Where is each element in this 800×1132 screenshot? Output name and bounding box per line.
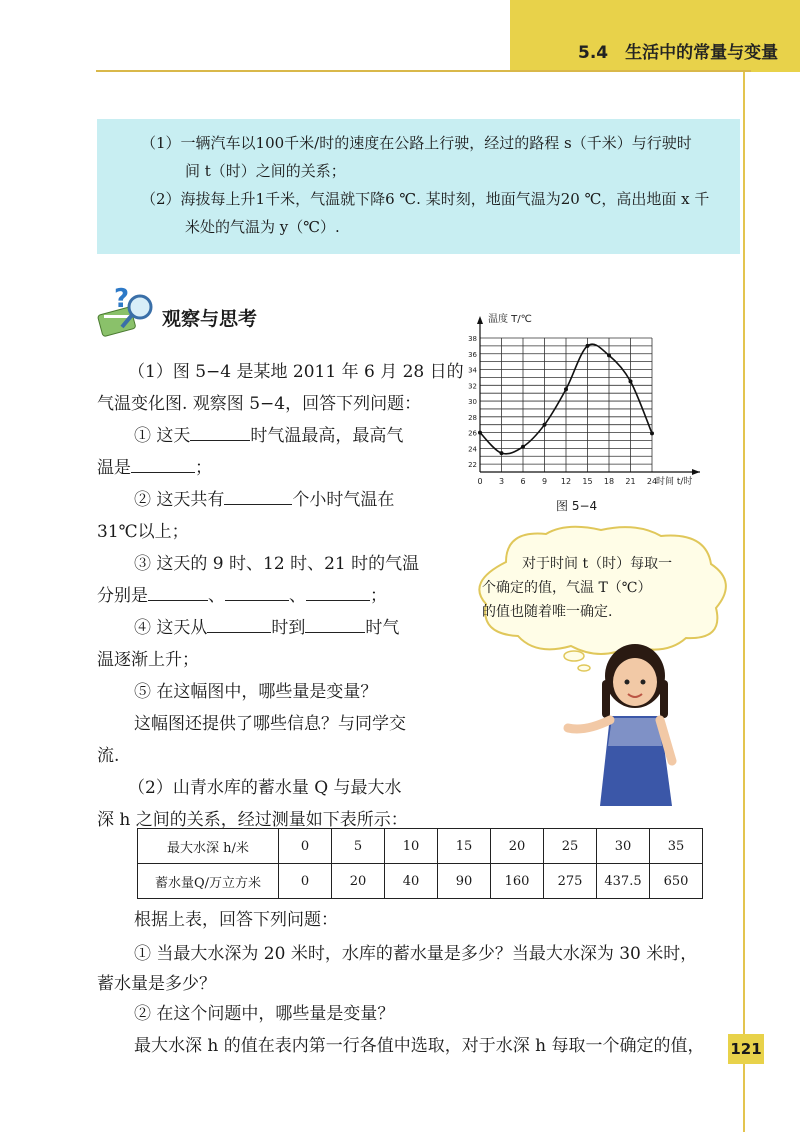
question-4-cont: 温逐渐上升； [97, 650, 199, 670]
question-1-cont [97, 456, 212, 480]
question-1-post: 时气温最高，最高气 [250, 426, 404, 446]
water-table [137, 828, 703, 899]
table-cell: 160 [491, 864, 544, 899]
blank[interactable] [306, 584, 370, 601]
y-tick-label: 36 [468, 350, 477, 359]
para-1b: 气温变化图. 观察图 5−4，回答下列问题： [97, 394, 422, 414]
table-cell: 5 [332, 829, 385, 864]
table-cell: 90 [438, 864, 491, 899]
blank[interactable] [224, 488, 292, 505]
temperature-chart [462, 306, 722, 506]
table-cell: 20 [491, 829, 544, 864]
table-cell: 40 [385, 864, 438, 899]
blank[interactable] [305, 616, 365, 633]
figure-caption: 图 5−4 [556, 499, 598, 513]
x-tick-label: 12 [560, 477, 572, 486]
x-tick-label: 6 [520, 477, 526, 486]
box-line-4: 米处的气温为 y（℃）. [185, 218, 340, 236]
x-tick-label: 21 [625, 477, 636, 486]
separator: 、 [289, 586, 306, 606]
table-row [138, 864, 703, 899]
section-title: 5.4 生活中的常量与变量 [578, 43, 779, 63]
x-tick-label: 0 [477, 477, 483, 486]
data-point [564, 387, 568, 391]
data-point [521, 445, 525, 449]
data-point [586, 344, 590, 348]
page-number: 121 [728, 1034, 764, 1064]
data-point [478, 431, 482, 435]
table-cell: 275 [544, 864, 597, 899]
question-1 [134, 424, 403, 448]
header-rule [96, 70, 751, 72]
separator: 、 [208, 586, 225, 606]
question-1-pre: ① 这天 [134, 426, 191, 446]
y-axis-label: 温度 T/℃ [488, 314, 532, 325]
cloud-line-3: 的值也随着唯一确定. [482, 604, 613, 620]
cloud-line-1: 对于时间 t（时）每取一 [522, 556, 673, 572]
question-3-cont [97, 584, 387, 608]
y-tick-label: 30 [468, 398, 477, 407]
data-point [650, 431, 654, 435]
table-row [138, 829, 703, 864]
question-2-cont: 31℃以上； [97, 522, 189, 542]
para-3a: （2）山青水库的蓄水量 Q 与最大水 [128, 778, 402, 798]
question-3-cont-post: ； [370, 586, 387, 606]
question-4-pre: ④ 这天从 [134, 618, 208, 638]
question-4-post: 时气 [365, 618, 400, 638]
blank[interactable] [207, 616, 271, 633]
question-3: ③ 这天的 9 时、12 时、21 时的气温 [134, 554, 420, 574]
table-cell: 15 [438, 829, 491, 864]
side-rule [743, 72, 745, 1132]
magnifier-question-icon [96, 283, 160, 341]
question-2-pre: ② 这天共有 [134, 490, 225, 510]
para-2a: 这幅图还提供了哪些信息？与同学交 [134, 714, 406, 734]
x-tick-label: 24 [646, 477, 658, 486]
girl-illustration [560, 636, 700, 816]
x-axis-label: 时间 t/时 [656, 477, 693, 487]
y-axis-arrow [477, 316, 483, 324]
table-cell: 650 [650, 864, 703, 899]
question-2 [134, 488, 394, 512]
table-cell: 25 [544, 829, 597, 864]
row-label: 最大水深 h/米 [138, 829, 279, 864]
y-tick-label: 32 [468, 382, 477, 391]
para-3b: 深 h 之间的关系，经过测量如下表所示： [97, 810, 408, 830]
y-tick-label: 26 [468, 429, 477, 438]
y-tick-label: 34 [468, 366, 477, 375]
example-box [97, 119, 740, 254]
question-3-cont-pre: 分别是 [97, 586, 148, 606]
data-point [500, 451, 504, 455]
data-point [629, 379, 633, 383]
x-axis-arrow [692, 469, 700, 475]
y-tick-label: 38 [468, 335, 477, 343]
question-4-mid: 时到 [271, 618, 306, 638]
question-1-cont-pre: 温是 [97, 458, 131, 478]
x-tick-label: 9 [541, 477, 548, 486]
x-tick-label: 3 [498, 477, 505, 486]
y-tick-label: 22 [468, 461, 477, 470]
blank[interactable] [190, 424, 250, 441]
after-4: ② 在这个问题中，哪些量是变量？ [134, 1004, 395, 1024]
blank[interactable] [148, 584, 208, 601]
after-3: 蓄水量是多少？ [97, 974, 216, 994]
question-2-post: 个小时气温在 [292, 490, 395, 510]
after-5: 最大水深 h 的值在表内第一行各值中选取，对于水深 h 每取一个确定的值， [134, 1036, 705, 1056]
table-cell: 10 [385, 829, 438, 864]
row-label: 蓄水量Q/万立方米 [138, 864, 279, 899]
x-tick-label: 15 [582, 477, 593, 486]
question-1-cont-post: ； [195, 458, 212, 478]
data-point [607, 353, 611, 357]
after-2: ① 当最大水深为 20 米时，水库的蓄水量是多少？当最大水深为 30 米时， [134, 944, 698, 964]
table-cell: 35 [650, 829, 703, 864]
after-1: 根据上表，回答下列问题： [134, 910, 338, 930]
y-tick-label: 24 [468, 445, 477, 454]
para-2b: 流. [97, 746, 120, 766]
table-cell: 20 [332, 864, 385, 899]
table-cell: 30 [597, 829, 650, 864]
cloud-line-2: 个确定的值，气温 T（℃） [482, 580, 652, 596]
table-cell: 437.5 [597, 864, 650, 899]
blank[interactable] [225, 584, 289, 601]
box-line-2: 间 t（时）之间的关系； [185, 162, 346, 180]
data-point [543, 423, 547, 427]
para-1a: （1）图 5−4 是某地 2011 年 6 月 28 日的 [128, 362, 464, 382]
x-tick-label: 18 [603, 477, 615, 486]
table-cell: 0 [279, 829, 332, 864]
observe-title: 观察与思考 [162, 308, 258, 330]
blank[interactable] [131, 456, 195, 473]
table-cell: 0 [279, 864, 332, 899]
y-tick-label: 28 [468, 413, 477, 422]
svg-text:?: ? [114, 284, 130, 314]
question-5: ⑤ 在这幅图中，哪些量是变量？ [134, 682, 378, 702]
question-4 [134, 616, 399, 640]
box-line-3: （2）海拔每上升1千米，气温就下降6 ℃. 某时刻，地面气温为20 ℃，高出地面 x 千 [141, 190, 710, 208]
box-line-1: （1）一辆汽车以100千米/时的速度在公路上行驶，经过的路程 s（千米）与行驶时 [141, 134, 692, 152]
